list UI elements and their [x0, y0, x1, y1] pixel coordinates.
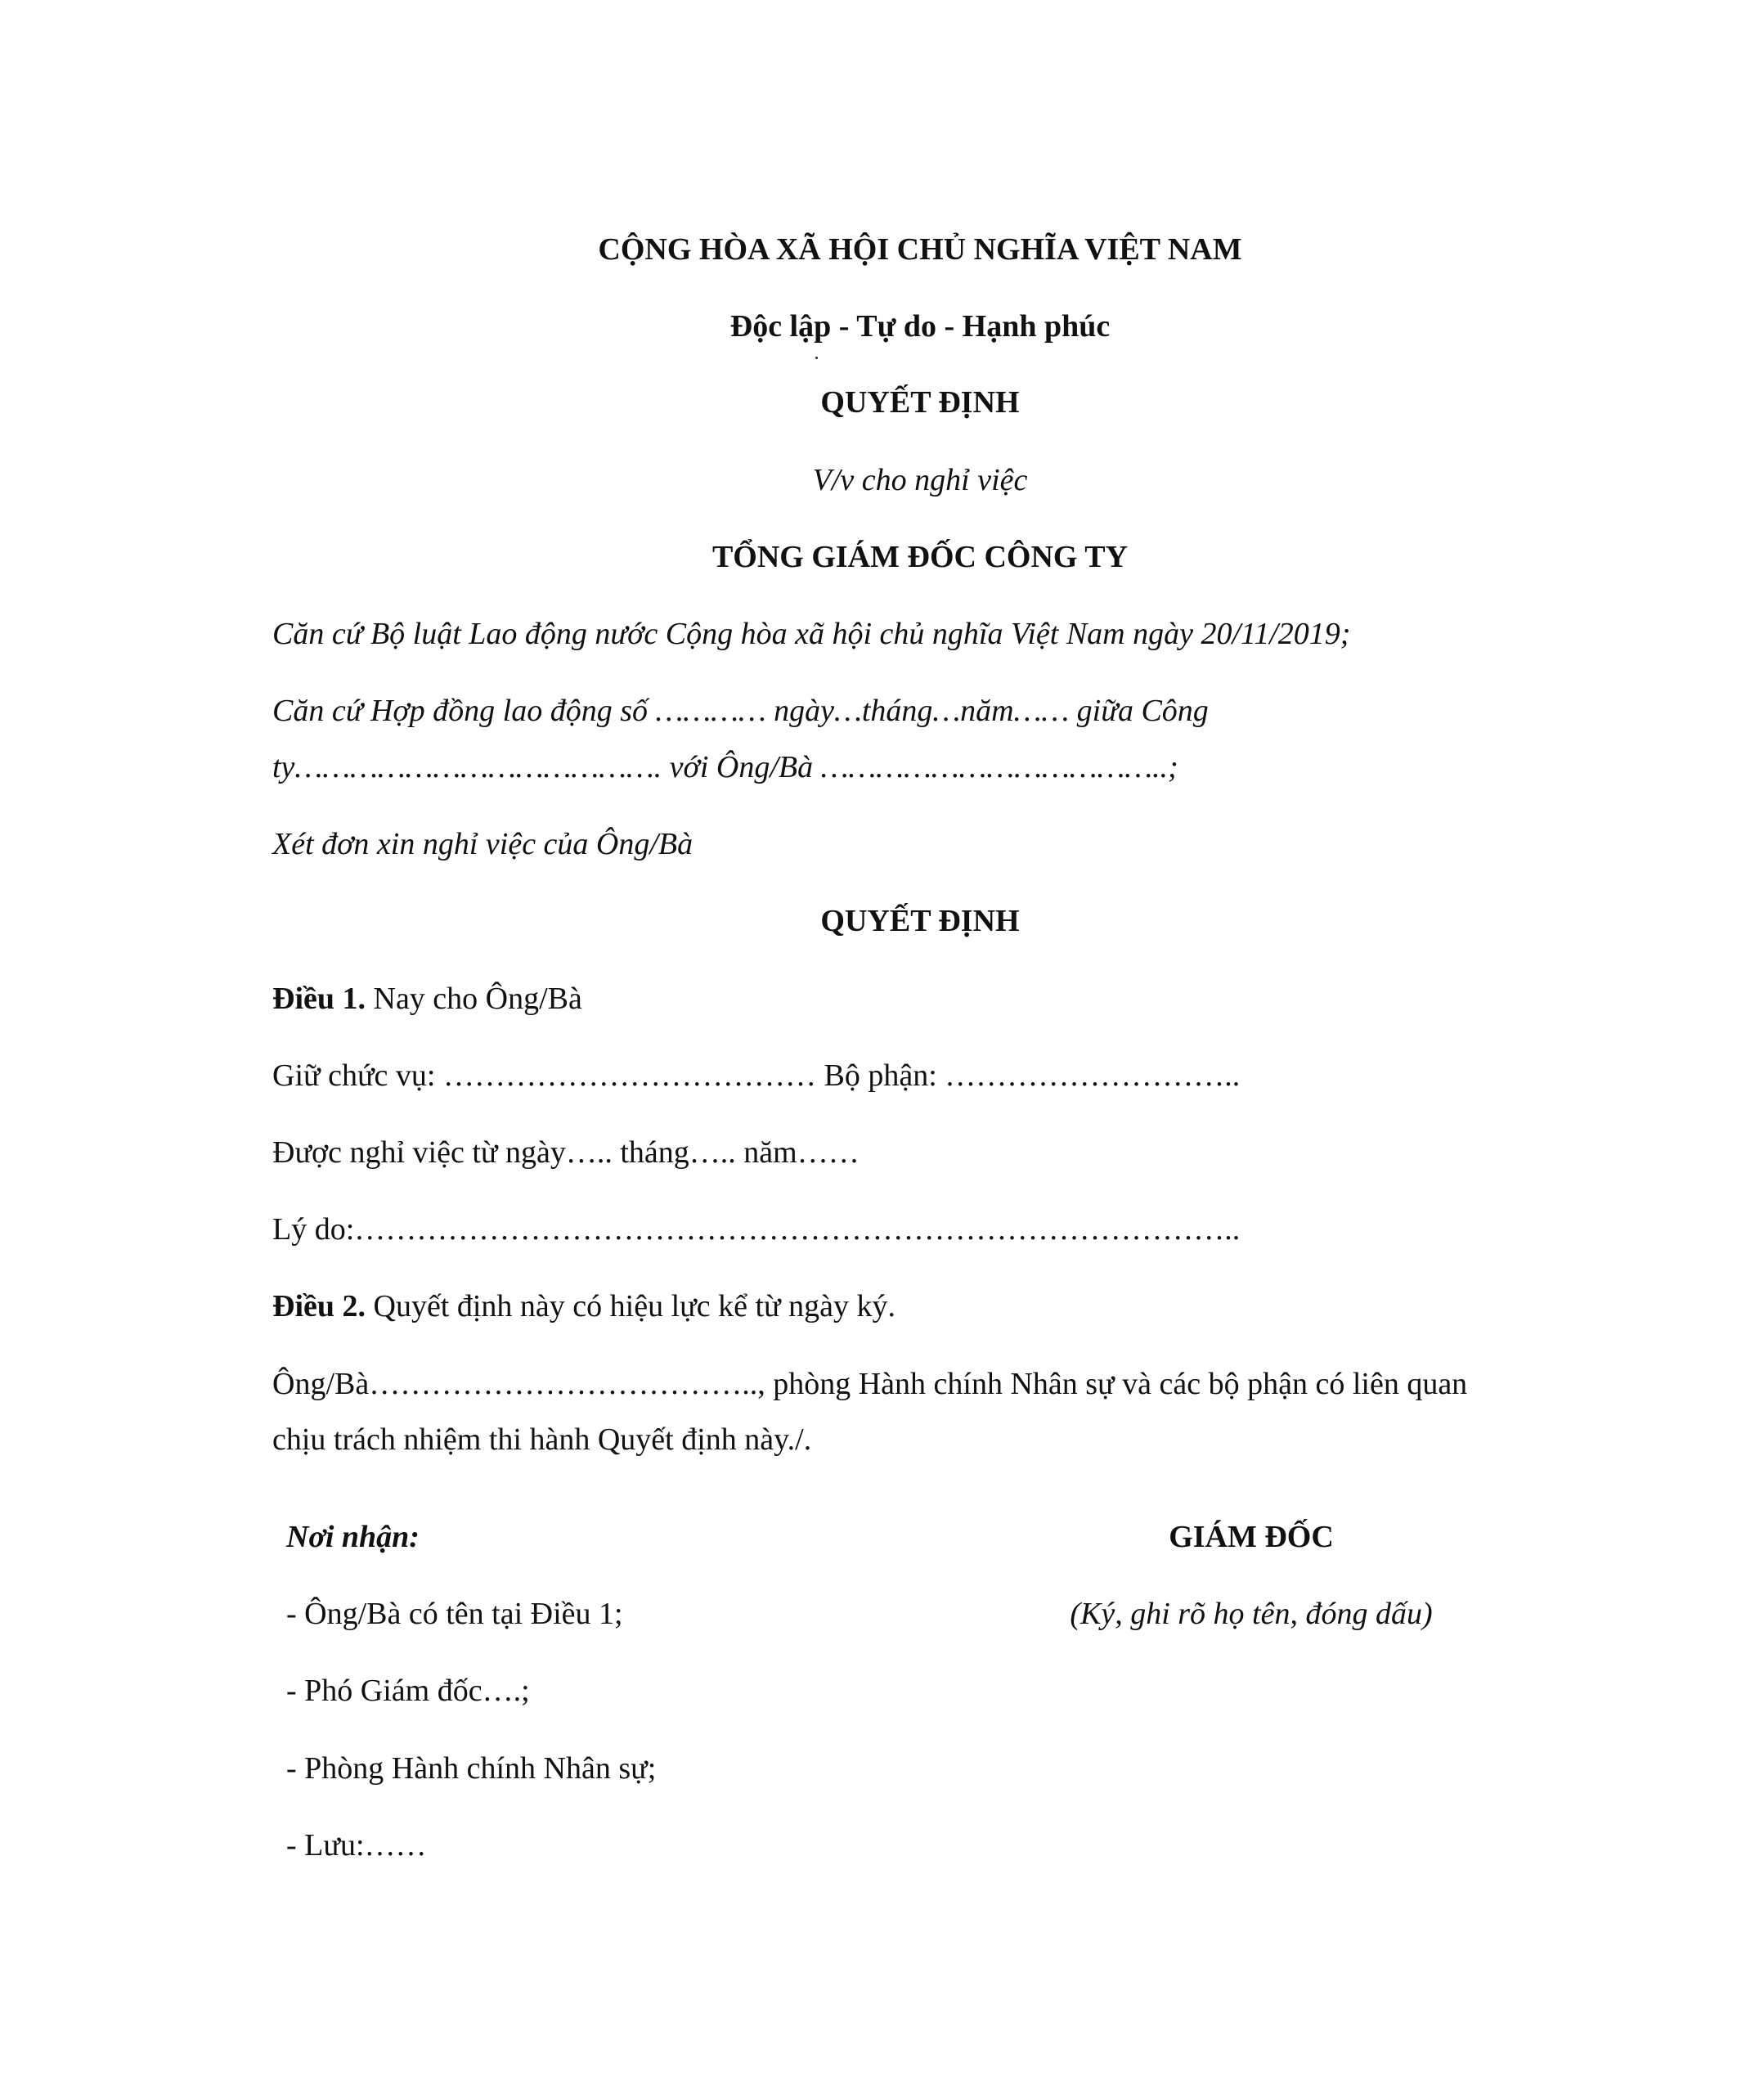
decision-heading: QUYẾT ĐỊNH	[820, 904, 1020, 938]
article-2-label: Điều 2.	[272, 1289, 366, 1323]
national-title: CỘNG HÒA XÃ HỘI CHỦ NGHĨA VIỆT NAM	[598, 232, 1242, 267]
article-2-line	[272, 1291, 895, 1322]
decision-title: QUYẾT ĐỊNH	[820, 385, 1020, 420]
responsibility-line-2: chịu trách nhiệm thi hành Quyết định này./.	[272, 1422, 812, 1457]
motto: Độc lập - Tự do - Hạnh phúc	[729, 309, 1111, 344]
recipient-item: - Phó Giám đốc….;	[286, 1674, 530, 1708]
position-line: Giữ chức vụ: ……………………………… Bộ phận: ………………………..	[272, 1058, 1241, 1093]
recipient-item: - Phòng Hành chính Nhân sự;	[286, 1751, 657, 1786]
article-1-line	[272, 983, 582, 1014]
issuing-authority: TỔNG GIÁM ĐỐC CÔNG TY	[711, 540, 1129, 574]
responsibility-line-1: Ông/Bà……………………………….., phòng Hành chính Nhân sự và các bộ phận có liên quan	[272, 1367, 1468, 1401]
consideration-line: Xét đơn xin nghỉ việc của Ông/Bà	[272, 827, 693, 861]
stray-mark	[815, 357, 818, 359]
basis-contract-line-1: Căn cứ Hợp đồng lao động số ………… ngày…tháng…năm…… giữa Công	[272, 694, 1209, 728]
article-1-label: Điều 1.	[272, 982, 366, 1016]
leave-date-line: Được nghỉ việc từ ngày….. tháng….. năm……	[272, 1135, 860, 1170]
recipient-item: - Ông/Bà có tên tại Điều 1;	[286, 1597, 623, 1631]
basis-labor-code: Căn cứ Bộ luật Lao động nước Cộng hòa xã hội chủ nghĩa Việt Nam ngày 20/11/2019;	[272, 617, 1351, 651]
article-2-text: Quyết định này có hiệu lực kể từ ngày ký.	[366, 1289, 895, 1323]
signature-title: GIÁM ĐỐC	[1169, 1520, 1334, 1554]
signature-instruction: (Ký, ghi rõ họ tên, đóng dấu)	[1070, 1597, 1433, 1631]
basis-contract-line-2: ty…………………………………. với Ông/Bà ………………………………..;	[272, 750, 1178, 784]
decision-subject: V/v cho nghỉ việc	[812, 463, 1028, 497]
article-1-text: Nay cho Ông/Bà	[366, 982, 582, 1016]
recipient-item: - Lưu:……	[286, 1828, 427, 1863]
reason-line: Lý do:…………………………………………………………………………..	[272, 1212, 1241, 1247]
recipients-heading: Nơi nhận:	[286, 1520, 420, 1554]
